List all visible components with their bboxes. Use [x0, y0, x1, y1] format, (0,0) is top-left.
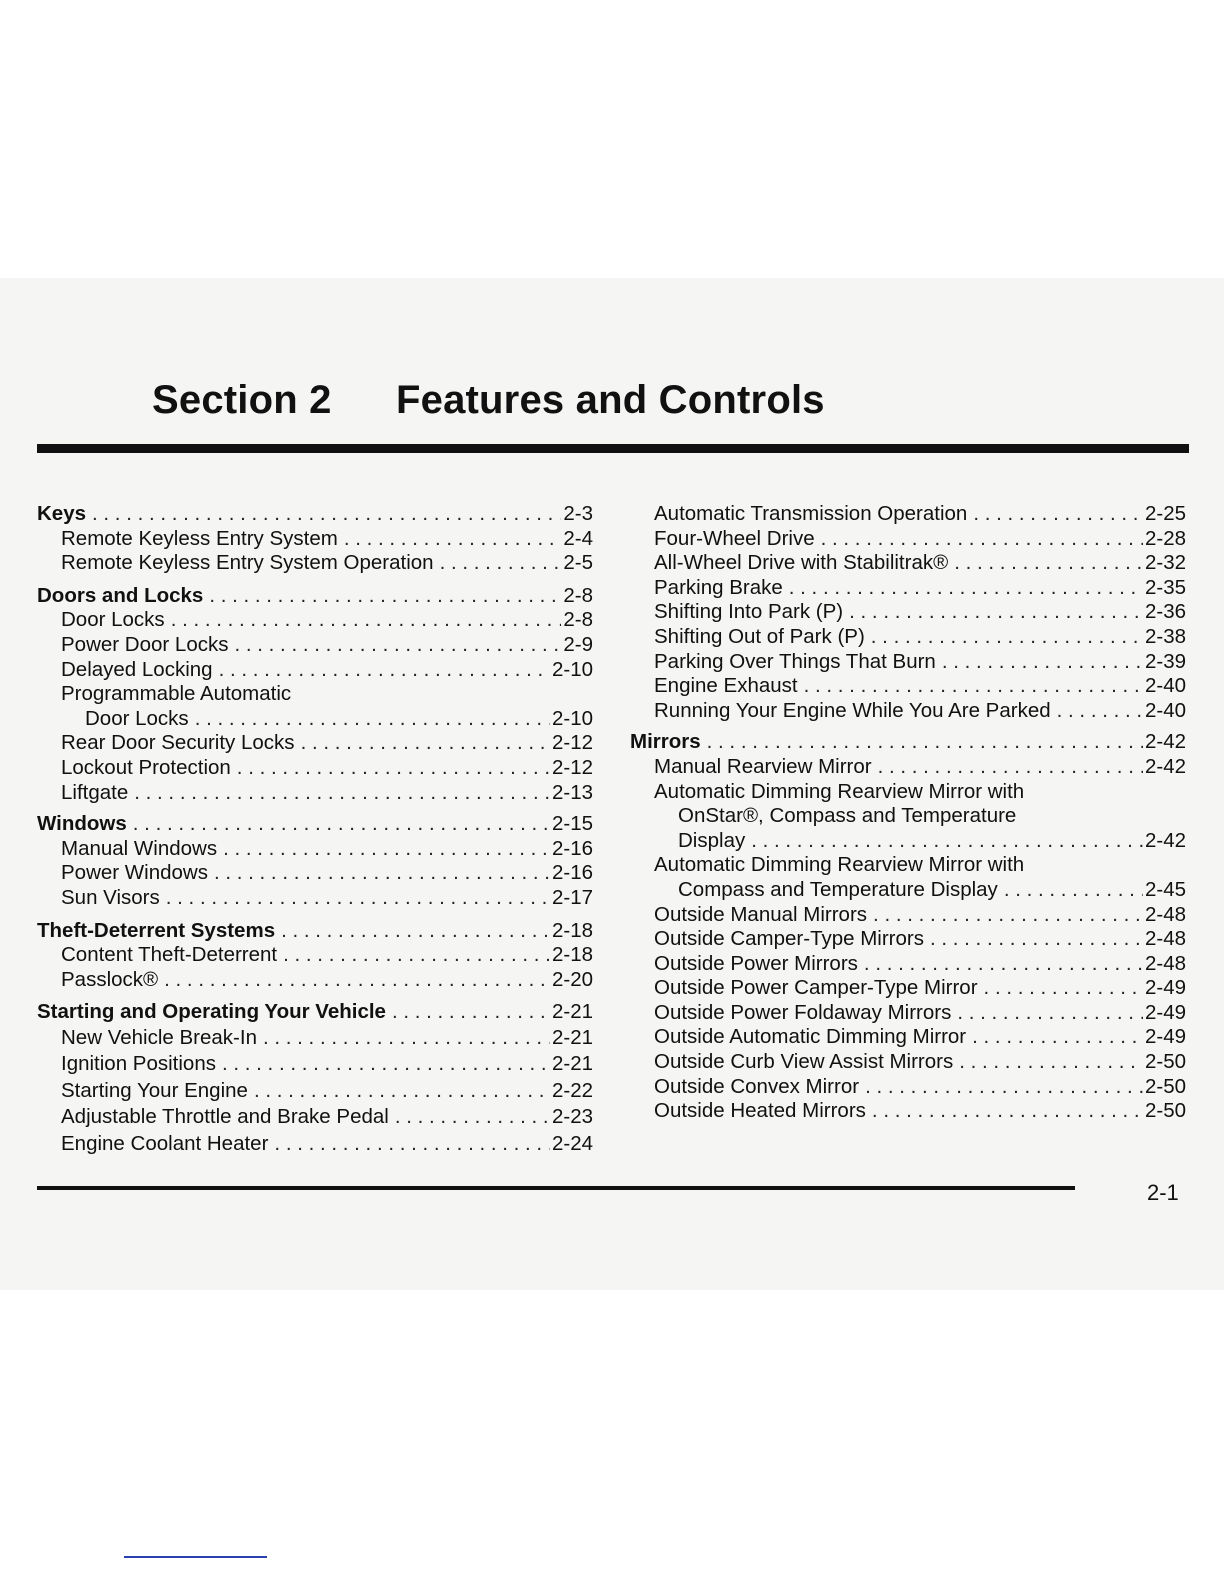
toc-entry-page: 2-9 — [563, 632, 593, 656]
toc-entry-page: 2-22 — [551, 1078, 593, 1102]
toc-leader-dots — [263, 1025, 550, 1052]
toc-entry-page: 2-36 — [1144, 600, 1186, 624]
toc-entry-title: Manual Rearview Mirror — [654, 754, 872, 778]
toc-entry[interactable] — [37, 1051, 593, 1078]
toc-entry-page: 2-42 — [1144, 754, 1186, 778]
toc-entry-page: 2-50 — [1144, 1099, 1186, 1123]
toc-entry-page: 2-45 — [1144, 877, 1186, 901]
toc-entry-page: 2-35 — [1144, 575, 1186, 599]
toc-entry-title: Theft-Deterrent Systems — [37, 918, 276, 942]
toc-leader-dots — [930, 927, 1143, 952]
toc-entry-title: Running Your Engine While You Are Parked — [654, 698, 1051, 722]
toc-leader-dots — [344, 527, 562, 552]
toc-leader-dots — [214, 861, 550, 886]
toc-leader-dots — [972, 1025, 1143, 1050]
link-underline[interactable] — [124, 1556, 267, 1558]
toc-entry-page: 2-49 — [1144, 976, 1186, 1000]
toc-entry[interactable] — [630, 625, 1186, 650]
toc-leader-dots — [254, 1078, 550, 1105]
toc-leader-dots — [973, 502, 1143, 527]
toc-entry-page: 2-24 — [551, 1131, 593, 1155]
toc-heading[interactable] — [630, 730, 1186, 755]
toc-entry-title: Outside Power Foldaway Mirrors — [654, 1000, 952, 1024]
footer-divider — [37, 1186, 1075, 1190]
toc-entry-page: 2-21 — [551, 1052, 593, 1076]
toc-entry[interactable] — [630, 650, 1186, 675]
toc-entry-title: Remote Keyless Entry System Operation — [61, 551, 434, 575]
toc-entry-title: Outside Curb View Assist Mirrors — [654, 1050, 954, 1074]
toc-leader-dots — [1004, 878, 1143, 903]
toc-leader-dots — [283, 943, 550, 968]
section-label: Section 2 — [152, 378, 332, 422]
toc-leader-dots — [871, 625, 1143, 650]
toc-entry[interactable] — [630, 1099, 1186, 1124]
toc-entry[interactable] — [37, 781, 593, 806]
toc-entry-title: Automatic Transmission Operation — [654, 502, 968, 525]
toc-entry[interactable] — [37, 527, 593, 552]
toc-leader-dots — [301, 731, 550, 756]
toc-entry[interactable] — [630, 502, 1186, 527]
toc-leader-dots — [1057, 699, 1143, 724]
toc-leader-dots — [864, 952, 1143, 977]
toc-entry[interactable] — [37, 1078, 593, 1105]
toc-entry-page: 2-10 — [551, 657, 593, 681]
toc-entry[interactable] — [37, 861, 593, 886]
toc-entry-title: Outside Manual Mirrors — [654, 902, 868, 926]
toc-left-column — [37, 502, 593, 1157]
toc-entry[interactable] — [630, 674, 1186, 699]
toc-leader-dots — [392, 1000, 550, 1025]
toc-entry-page: 2-42 — [1144, 730, 1186, 754]
toc-entry-title: Outside Power Mirrors — [654, 951, 858, 975]
toc-entry-page: 2-25 — [1144, 502, 1186, 525]
toc-entry-page: 2-12 — [551, 731, 593, 755]
toc-entry-wrap[interactable] — [630, 804, 1186, 829]
toc-leader-dots — [942, 650, 1143, 675]
toc-heading[interactable] — [37, 1000, 593, 1025]
toc-entry-title: Shifting Into Park (P) — [654, 600, 844, 624]
toc-entry[interactable] — [37, 731, 593, 756]
toc-entry-title: All-Wheel Drive with Stabilitrak® — [654, 551, 949, 575]
title-divider — [37, 444, 1189, 453]
toc-entry-title: Shifting Out of Park (P) — [654, 624, 865, 648]
toc-entry-title: Outside Power Camper-Type Mirror — [654, 976, 978, 1000]
toc-entry-title: Parking Over Things That Burn — [654, 649, 936, 673]
toc-entry[interactable] — [630, 576, 1186, 601]
toc-entry-page: 2-40 — [1144, 674, 1186, 698]
toc-entry-page: 2-18 — [551, 943, 593, 967]
toc-entry-title: Parking Brake — [654, 575, 783, 599]
toc-entry[interactable] — [630, 878, 1186, 903]
toc-entry-title: Engine Coolant Heater — [61, 1131, 269, 1155]
toc-leader-dots — [849, 600, 1143, 625]
toc-entry[interactable] — [630, 699, 1186, 724]
toc-entry-page: 2-12 — [551, 755, 593, 779]
toc-entry-title: Doors and Locks — [37, 583, 204, 607]
toc-entry-page: 2-50 — [1144, 1050, 1186, 1074]
toc-entry-title: Outside Camper-Type Mirrors — [654, 927, 924, 951]
toc-entry-page: 2-13 — [551, 780, 593, 804]
toc-entry-title: Starting Your Engine — [61, 1078, 248, 1102]
toc-entry-page: 2-48 — [1144, 902, 1186, 926]
toc-entry-title: Compass and Temperature Display — [678, 877, 998, 901]
toc-leader-dots — [223, 837, 550, 862]
toc-entry[interactable] — [630, 829, 1186, 854]
toc-entry-page: 2-49 — [1144, 1000, 1186, 1024]
toc-right-column — [630, 502, 1186, 1124]
toc-entry[interactable] — [37, 968, 593, 993]
toc-entry-title: Lockout Protection — [61, 755, 231, 779]
toc-entry-title: Outside Convex Mirror — [654, 1074, 860, 1098]
toc-entry[interactable] — [630, 1050, 1186, 1075]
toc-entry[interactable] — [37, 1131, 593, 1158]
toc-entry[interactable] — [37, 1025, 593, 1052]
toc-entry-page: 2-49 — [1144, 1025, 1186, 1049]
toc-entry[interactable] — [37, 756, 593, 781]
toc-entry-title: Door Locks — [61, 608, 165, 632]
toc-entry-title: Rear Door Security Locks — [61, 731, 295, 755]
toc-leader-dots — [237, 756, 550, 781]
toc-entry[interactable] — [630, 527, 1186, 552]
toc-entry-title: Mirrors — [630, 730, 701, 754]
page-title — [152, 378, 825, 423]
toc-leader-dots — [222, 1051, 550, 1078]
toc-leader-dots — [195, 707, 550, 732]
toc-leader-dots — [219, 658, 550, 683]
toc-entry[interactable] — [37, 837, 593, 862]
toc-entry-page: 2-8 — [563, 583, 593, 607]
toc-entry-page: 2-3 — [563, 502, 593, 525]
toc-entry-title: OnStar®, Compass and Temperature — [678, 804, 1017, 828]
toc-leader-dots — [865, 1075, 1143, 1100]
toc-entry-title: Windows — [37, 812, 127, 836]
toc-entry[interactable] — [37, 886, 593, 911]
toc-entry-page: 2-48 — [1144, 951, 1186, 975]
toc-entry-title: Outside Automatic Dimming Mirror — [654, 1025, 967, 1049]
toc-entry-page: 2-39 — [1144, 649, 1186, 673]
toc-entry[interactable] — [630, 600, 1186, 625]
toc-entry-page: 2-38 — [1144, 624, 1186, 648]
toc-leader-dots — [92, 502, 561, 527]
toc-leader-dots — [707, 730, 1143, 755]
toc-entry-page: 2-5 — [563, 551, 593, 575]
toc-entry-title: Automatic Dimming Rearview Mirror with — [654, 853, 1025, 877]
toc-entry[interactable] — [37, 658, 593, 683]
toc-heading[interactable] — [37, 584, 593, 609]
toc-entry[interactable] — [630, 551, 1186, 576]
toc-entry-title: Display — [678, 828, 746, 852]
toc-heading[interactable] — [37, 812, 593, 837]
toc-entry-page: 2-50 — [1144, 1074, 1186, 1098]
toc-entry-page: 2-32 — [1144, 551, 1186, 575]
toc-entry-page: 2-8 — [563, 608, 593, 632]
toc-entry[interactable] — [630, 927, 1186, 952]
toc-entry-page: 2-16 — [551, 861, 593, 885]
toc-entry-title: Content Theft-Deterrent — [61, 943, 278, 967]
toc-entry-title: Door Locks — [85, 706, 189, 730]
toc-entry-title: Sun Visors — [61, 885, 160, 909]
toc-entry[interactable] — [630, 1001, 1186, 1026]
toc-entry-title: Four-Wheel Drive — [654, 526, 815, 550]
toc-leader-dots — [440, 551, 562, 576]
toc-entry-wrap[interactable] — [37, 682, 593, 707]
toc-leader-dots — [873, 903, 1143, 928]
toc-leader-dots — [171, 608, 562, 633]
toc-leader-dots — [957, 1001, 1143, 1026]
toc-entry-page: 2-17 — [551, 885, 593, 909]
toc-entry-title: Outside Heated Mirrors — [654, 1099, 866, 1123]
toc-entry-page: 2-18 — [551, 918, 593, 942]
toc-leader-dots — [234, 633, 561, 658]
toc-leader-dots — [789, 576, 1143, 601]
toc-entry-title: Delayed Locking — [61, 657, 213, 681]
toc-leader-dots — [959, 1050, 1143, 1075]
toc-leader-dots — [872, 1099, 1143, 1124]
toc-entry-title: Liftgate — [61, 780, 129, 804]
toc-entry-wrap[interactable] — [630, 780, 1186, 805]
toc-entry-page: 2-48 — [1144, 927, 1186, 951]
toc-entry[interactable] — [630, 903, 1186, 928]
toc-entry[interactable] — [630, 976, 1186, 1001]
toc-leader-dots — [878, 755, 1143, 780]
toc-entry[interactable] — [630, 1075, 1186, 1100]
toc-entry-page: 2-20 — [551, 967, 593, 991]
toc-entry-title: Ignition Positions — [61, 1052, 216, 1076]
toc-entry-title: Keys — [37, 502, 87, 525]
toc-entry[interactable] — [37, 608, 593, 633]
toc-leader-dots — [751, 829, 1143, 854]
toc-leader-dots — [166, 886, 550, 911]
toc-leader-dots — [134, 781, 550, 806]
toc-entry[interactable] — [37, 551, 593, 576]
toc-heading[interactable] — [37, 502, 593, 527]
toc-leader-dots — [821, 527, 1143, 552]
toc-entry-title: Automatic Dimming Rearview Mirror with — [654, 779, 1025, 803]
toc-entry-page: 2-21 — [551, 1025, 593, 1049]
toc-entry-wrap[interactable] — [630, 853, 1186, 878]
section-title: Features and Controls — [396, 378, 825, 422]
toc-entry-page: 2-15 — [551, 812, 593, 836]
toc-entry[interactable] — [37, 943, 593, 968]
toc-leader-dots — [804, 674, 1143, 699]
toc-entry-title: New Vehicle Break-In — [61, 1025, 257, 1049]
toc-entry[interactable] — [37, 707, 593, 732]
toc-entry[interactable] — [630, 755, 1186, 780]
toc-leader-dots — [395, 1104, 550, 1131]
toc-entry-page: 2-42 — [1144, 828, 1186, 852]
page-number: 2-1 — [1147, 1180, 1179, 1205]
toc-entry-title: Remote Keyless Entry System — [61, 526, 338, 550]
toc-entry-page: 2-4 — [563, 526, 593, 550]
toc-heading[interactable] — [37, 919, 593, 944]
toc-entry-page: 2-16 — [551, 836, 593, 860]
toc-entry-title: Passlock® — [61, 967, 159, 991]
toc-entry[interactable] — [37, 633, 593, 658]
toc-leader-dots — [209, 584, 561, 609]
toc-leader-dots — [164, 968, 550, 993]
toc-entry[interactable] — [630, 952, 1186, 977]
toc-leader-dots — [984, 976, 1143, 1001]
toc-entry-page: 2-28 — [1144, 526, 1186, 550]
toc-leader-dots — [954, 551, 1143, 576]
toc-entry-page: 2-23 — [551, 1105, 593, 1129]
toc-entry-page: 2-40 — [1144, 698, 1186, 722]
toc-entry-title: Programmable Automatic — [61, 682, 292, 706]
toc-leader-dots — [274, 1131, 550, 1158]
toc-entry-title: Manual Windows — [61, 836, 218, 860]
toc-entry[interactable] — [37, 1104, 593, 1131]
toc-entry-title: Starting and Operating Your Vehicle — [37, 1000, 386, 1024]
toc-leader-dots — [133, 812, 550, 837]
toc-entry-title: Power Windows — [61, 861, 208, 885]
toc-entry-title: Engine Exhaust — [654, 674, 798, 698]
toc-entry-title: Adjustable Throttle and Brake Pedal — [61, 1105, 389, 1129]
toc-entry-page: 2-10 — [551, 706, 593, 730]
toc-entry-title: Power Door Locks — [61, 632, 229, 656]
toc-leader-dots — [281, 919, 550, 944]
toc-entry-page: 2-21 — [551, 1000, 593, 1024]
toc-entry[interactable] — [630, 1025, 1186, 1050]
